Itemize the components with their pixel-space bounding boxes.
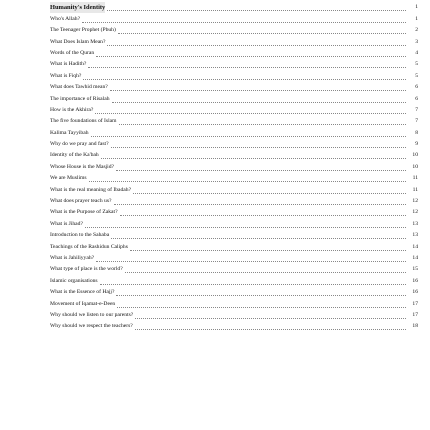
dot-leader	[130, 250, 406, 251]
toc-entry-title: The importance of Risalah	[50, 95, 110, 102]
toc-entry[interactable]	[50, 184, 418, 195]
toc-entry-page: 6	[415, 95, 418, 102]
toc-entry-page: 14	[412, 243, 418, 250]
dot-leader	[111, 147, 406, 148]
dot-leader	[88, 67, 406, 68]
toc-entry-page: 12	[412, 209, 418, 216]
toc-entry[interactable]	[50, 93, 418, 104]
toc-entry-title: We are Muslims	[50, 175, 87, 182]
toc-entry[interactable]	[50, 196, 418, 207]
toc-entry-page: 16	[412, 277, 418, 284]
toc-entry-title: Words of the Quran	[50, 49, 95, 56]
toc-entry[interactable]	[50, 310, 418, 321]
toc-entry[interactable]	[50, 70, 418, 81]
toc-entry-page: 4	[415, 49, 418, 56]
dot-leader	[96, 261, 406, 262]
toc-entry-title: What Does Islam Mean?	[50, 38, 106, 45]
toc-entry-title: Why do we pray and fast?	[50, 141, 109, 148]
dot-leader	[133, 193, 406, 194]
toc-entry-page: 13	[412, 232, 418, 239]
dot-leader	[100, 284, 406, 285]
toc-entry-title: The Teenager Prophet (Pbuh)	[50, 27, 116, 34]
dot-leader	[107, 10, 406, 11]
toc-entry-title: Whose House is the Masjid?	[50, 163, 115, 170]
toc-entry-page: 15	[412, 266, 418, 273]
toc-entry-page: 5	[415, 61, 418, 68]
toc-entry[interactable]	[50, 116, 418, 127]
toc-entry[interactable]	[50, 275, 418, 286]
dot-leader	[120, 215, 406, 216]
dot-leader	[125, 272, 406, 273]
toc-entry-title: Kalima Tayyibah	[50, 129, 89, 136]
dot-leader	[119, 124, 407, 125]
toc-entry[interactable]	[50, 298, 418, 309]
toc-entry-page: 18	[412, 323, 418, 330]
toc-entry-page: 3	[415, 38, 418, 45]
toc-entry[interactable]	[50, 25, 418, 36]
dot-leader	[117, 307, 406, 308]
toc-entry-title: How is the Akhira?	[50, 106, 94, 113]
toc-entry-title: What is the real meaning of Ibadah?	[50, 186, 132, 193]
toc-entry[interactable]	[50, 48, 418, 59]
toc-entry[interactable]	[50, 207, 418, 218]
toc-entry[interactable]	[50, 173, 418, 184]
table-of-contents	[50, 2, 418, 332]
dot-leader	[116, 170, 406, 171]
toc-entry-title: Teachings of the Rashidun Caliphs	[50, 243, 128, 250]
toc-entry[interactable]	[50, 139, 418, 150]
toc-entry-page: 10	[412, 152, 418, 159]
toc-entry-page: 17	[412, 311, 418, 318]
toc-entry[interactable]	[50, 82, 418, 93]
toc-entry-title: Who's Allah?	[50, 15, 81, 22]
dot-leader	[89, 181, 406, 182]
toc-entry-page: 17	[412, 300, 418, 307]
toc-entry-title: What does prayer teach us?	[50, 198, 112, 205]
toc-entry-page: 6	[415, 84, 418, 91]
dot-leader	[101, 158, 406, 159]
toc-entry-page: 14	[412, 254, 418, 261]
toc-entry-title: Humanity's Identity	[50, 4, 106, 12]
toc-entry-title: Identity of the Ka'bah	[50, 152, 99, 159]
toc-entry-page: 2	[415, 27, 418, 34]
dot-leader	[95, 113, 406, 114]
dot-leader	[116, 295, 406, 296]
toc-entry-title: Why should we respect the teachers?	[50, 323, 133, 330]
dot-leader	[110, 90, 406, 91]
toc-entry-title: Introduction to the Sahaba	[50, 232, 110, 239]
toc-entry[interactable]	[50, 161, 418, 172]
toc-entry-page: 11	[412, 186, 418, 193]
toc-entry[interactable]	[50, 13, 418, 24]
toc-entry[interactable]	[50, 321, 418, 332]
toc-entry-title: What type of place is the world?	[50, 266, 123, 273]
toc-entry[interactable]	[50, 59, 418, 70]
toc-entry[interactable]	[50, 36, 418, 47]
toc-entry-title: What is Hadith?	[50, 61, 87, 68]
toc-entry-title: What is Fiqh?	[50, 72, 82, 79]
toc-entry[interactable]	[50, 230, 418, 241]
dot-leader	[135, 329, 406, 330]
toc-entry[interactable]	[50, 105, 418, 116]
toc-entry[interactable]	[50, 287, 418, 298]
dot-leader	[118, 33, 406, 34]
toc-entry[interactable]	[50, 253, 418, 264]
toc-entry-page: 7	[415, 118, 418, 125]
toc-entry-page: 11	[412, 175, 418, 182]
dot-leader	[112, 102, 407, 103]
dot-leader	[111, 238, 406, 239]
toc-entry-page: 5	[415, 72, 418, 79]
toc-entry[interactable]	[50, 127, 418, 138]
toc-entry-title: What is Jihad?	[50, 220, 83, 227]
toc-entry-page: 8	[415, 129, 418, 136]
toc-entry-page: 13	[412, 220, 418, 227]
toc-entry-page: 7	[415, 106, 418, 113]
toc-entry-title: What is the Essence of Hajj?	[50, 289, 115, 296]
dot-leader	[82, 22, 406, 23]
toc-entry-page: 1	[415, 4, 418, 11]
toc-entry-title: The five foundations of Islam	[50, 118, 117, 125]
dot-leader	[114, 204, 406, 205]
toc-entry-title: What does Tawhid mean?	[50, 84, 108, 91]
dot-leader	[91, 136, 407, 137]
toc-entry[interactable]	[50, 218, 418, 229]
toc-entry-title: What is Jahiliyyah?	[50, 254, 95, 261]
toc-entry-page: 12	[412, 198, 418, 205]
toc-entry[interactable]	[50, 150, 418, 161]
toc-entry-title: What is the Purpose of Zakat?	[50, 209, 118, 216]
toc-entry-page: 10	[412, 163, 418, 170]
toc-entry[interactable]	[50, 2, 418, 13]
dot-leader	[96, 56, 406, 57]
toc-entry-title: Movement of Iqamat-e-Deen	[50, 300, 116, 307]
toc-entry-title: Why should we listen to our parents?	[50, 311, 134, 318]
toc-entry-page: 16	[412, 289, 418, 296]
dot-leader	[135, 318, 406, 319]
toc-entry-title: Islamic organisations	[50, 277, 98, 284]
toc-entry[interactable]	[50, 264, 418, 275]
toc-entry-page: 1	[415, 15, 418, 22]
toc-entry-page: 9	[415, 141, 418, 148]
dot-leader	[107, 45, 406, 46]
dot-leader	[85, 227, 406, 228]
toc-entry[interactable]	[50, 241, 418, 252]
dot-leader	[83, 79, 406, 80]
